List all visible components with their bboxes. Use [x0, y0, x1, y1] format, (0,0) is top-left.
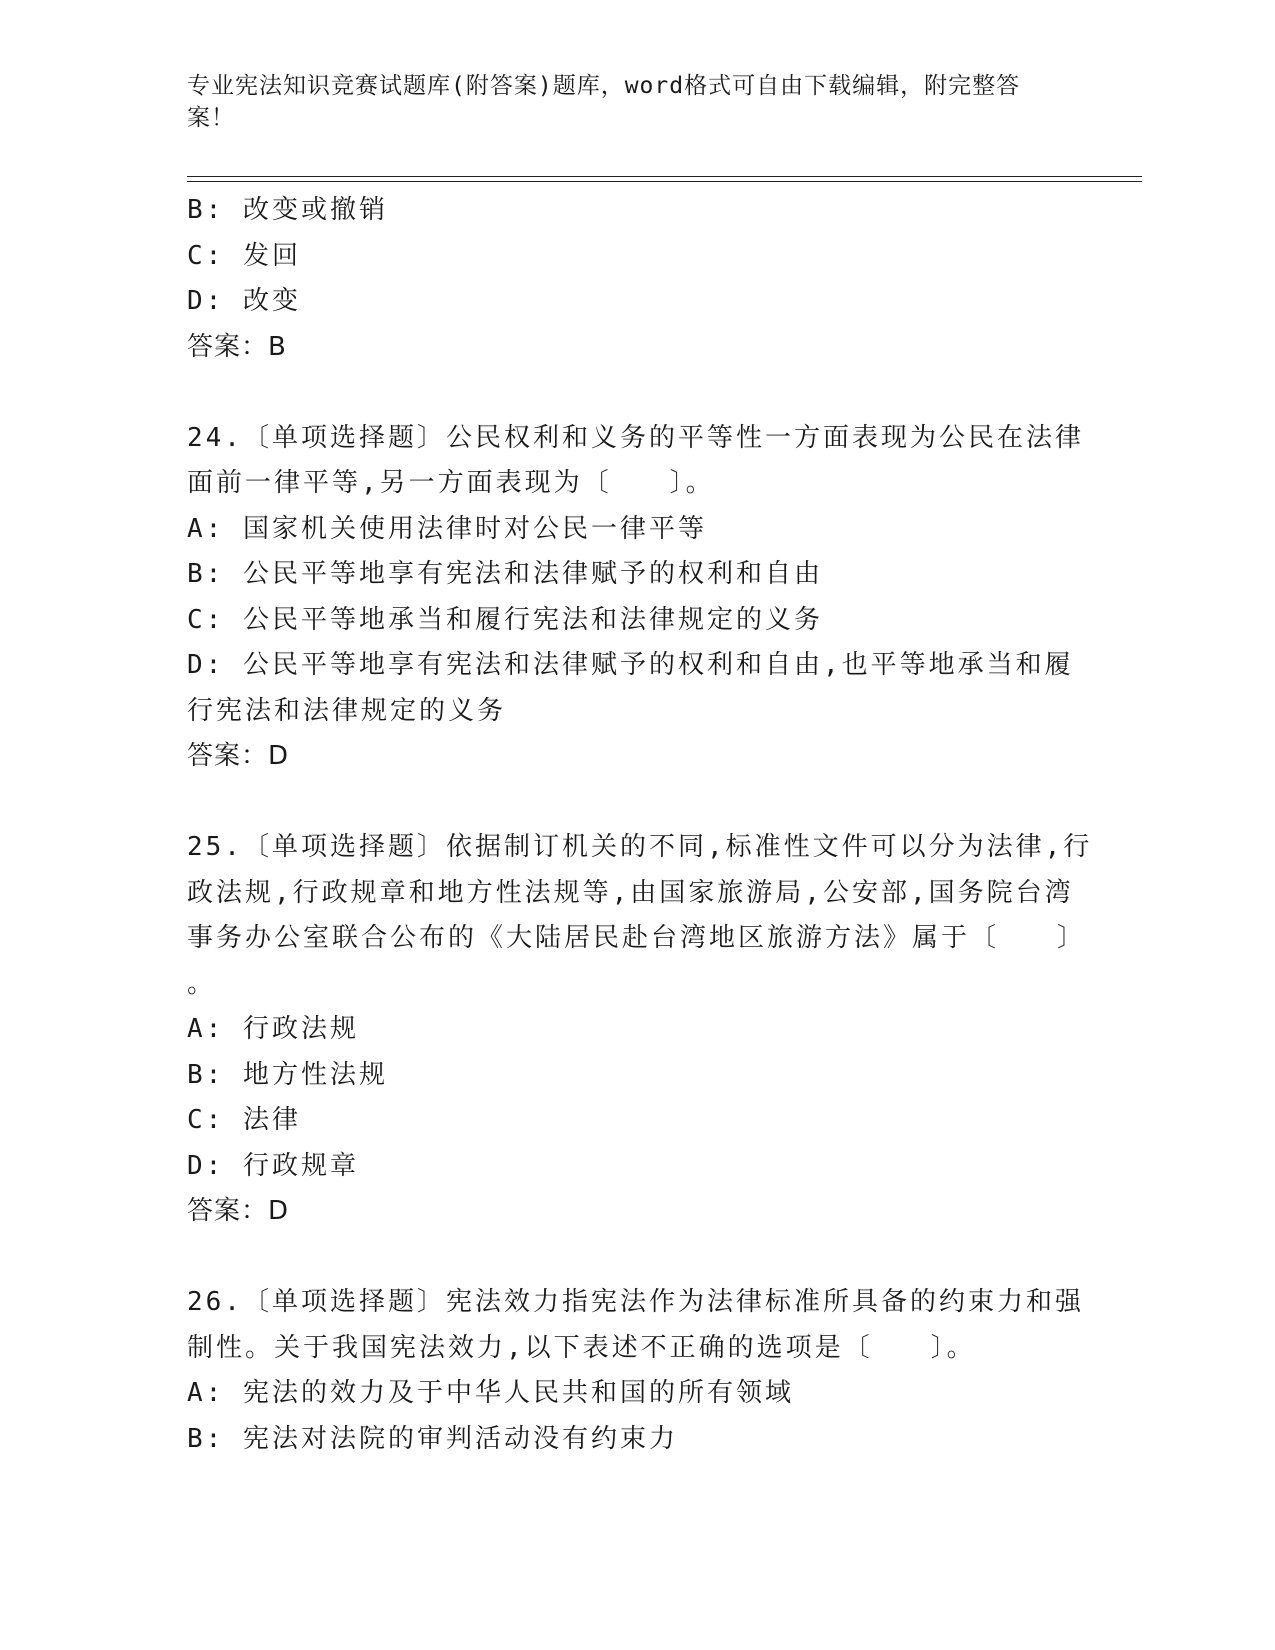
spacer [187, 370, 1067, 416]
option-c: C: 法律 [187, 1105, 301, 1135]
option-d-continued: 行宪法和法律规定的义务 [187, 695, 507, 726]
option-b: B: 公民平等地享有宪法和法律赋予的权利和自由 [187, 559, 823, 589]
option-b: B: 改变或撤销 [187, 195, 388, 225]
option-c: C: 公民平等地承当和履行宪法和法律规定的义务 [187, 604, 823, 635]
question-text-line: 。 [187, 968, 217, 999]
spacer [187, 1235, 1067, 1281]
spacer [187, 780, 1067, 826]
question-text-line: 制性。关于我国宪法效力,以下表述不正确的选项是〔 〕。 [187, 1332, 976, 1363]
answer-label: 答案：D [187, 1196, 290, 1226]
option-c: C: 发回 [187, 240, 301, 271]
question-26 [187, 1280, 1084, 1462]
page-header-title: 专业宪法知识竞赛试题库(附答案)题库，word格式可自由下载编辑，附完整答案！ [187, 73, 1021, 131]
header-divider-top [187, 176, 1142, 177]
option-b: B: 地方性法规 [187, 1059, 388, 1090]
answer-label: 答案：B [187, 331, 287, 362]
question-23-tail [187, 188, 1067, 370]
option-a: A: 行政法规 [187, 1014, 359, 1044]
option-d: D: 公民平等地享有宪法和法律赋予的权利和自由,也平等地承当和履 [187, 650, 1074, 680]
question-text-line: 24.〔单项选择题〕公民权利和义务的平等性一方面表现为公民在法律 [187, 422, 1084, 453]
option-b: B: 宪法对法院的审判活动没有约束力 [187, 1423, 678, 1454]
question-text-line: 事务办公室联合公布的《大陆居民赴台湾地区旅游方法》属于〔 〕 [187, 923, 1087, 953]
answer-label: 答案：D [187, 741, 290, 771]
header-divider-bottom [187, 181, 1142, 182]
question-list [187, 188, 1093, 1462]
option-a: A: 宪法的效力及于中华人民共和国的所有领域 [187, 1378, 794, 1408]
option-d: D: 改变 [187, 286, 301, 316]
question-24 [187, 416, 1084, 780]
option-a: A: 国家机关使用法律时对公民一律平等 [187, 513, 707, 544]
question-text-line: 政法规,行政规章和地方性法规等,由国家旅游局,公安部,国务院台湾 [187, 877, 1074, 908]
question-text-line: 面前一律平等,另一方面表现为〔 〕。 [187, 468, 715, 498]
question-text-line: 25.〔单项选择题〕依据制订机关的不同,标准性文件可以分为法律,行 [187, 832, 1093, 862]
option-d: D: 行政规章 [187, 1150, 359, 1181]
question-25 [187, 825, 1093, 1235]
question-text-line: 26.〔单项选择题〕宪法效力指宪法作为法律标准所具备的约束力和强 [187, 1287, 1084, 1317]
